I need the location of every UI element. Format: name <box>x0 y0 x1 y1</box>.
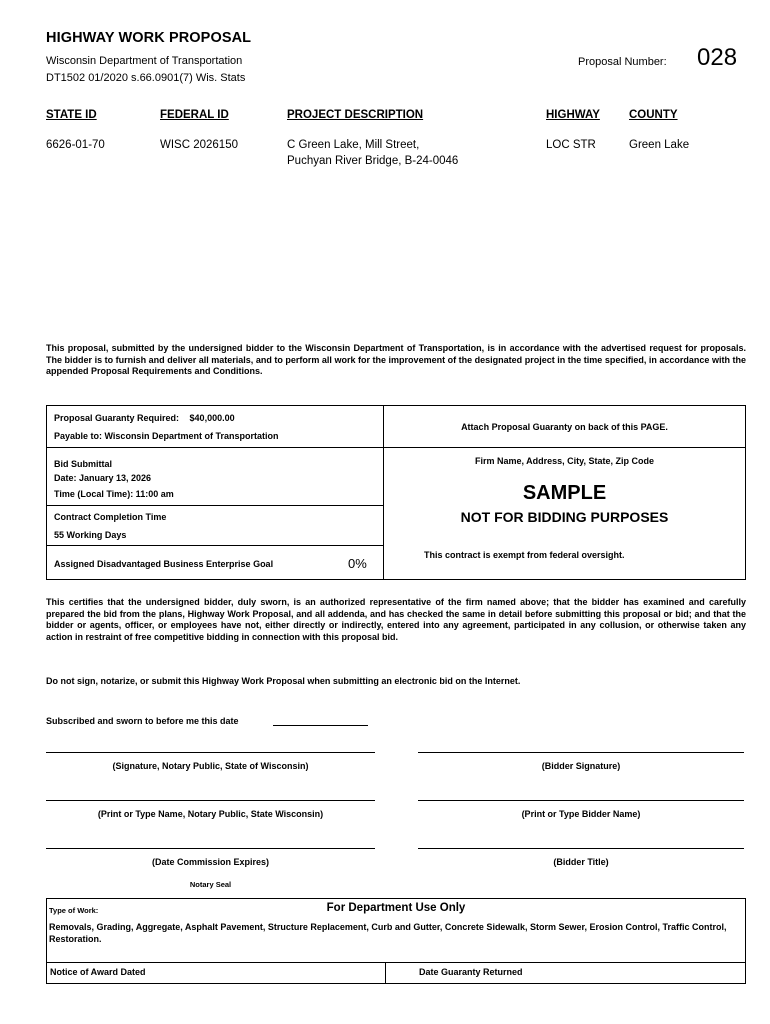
highway-value: LOC STR <box>546 139 596 151</box>
date-line <box>273 725 368 726</box>
subscribed-text: Subscribed and sworn to before me this date <box>46 716 239 726</box>
bidder-name-label: (Print or Type Bidder Name) <box>521 809 641 819</box>
page-title: HIGHWAY WORK PROPOSAL <box>46 30 252 46</box>
firm-label: Firm Name, Address, City, State, Zip Code <box>474 456 655 466</box>
dbe-goal-value: 0% <box>348 556 367 571</box>
notice-of-award-label: Notice of Award Dated <box>50 967 146 977</box>
department-name: Wisconsin Department of Transportation <box>46 55 243 67</box>
bid-time: Time (Local Time): 11:00 am <box>54 489 174 499</box>
department-use-box <box>46 898 746 984</box>
state-id-header: STATE ID <box>46 109 97 121</box>
bidder-signature-label: (Bidder Signature) <box>541 761 621 771</box>
work-types: Removals, Grading, Aggregate, Asphalt Pavement, Structure Replacement, Curb and Gutter, Concrete Sidewalk, Storm Sewer, Erosion Control, Traffic Control, Restoration. <box>49 922 727 944</box>
attach-guaranty-note: Attach Proposal Guaranty on back of this PAGE. <box>461 422 668 432</box>
certification-paragraph: This certifies that the undersigned bidder, duly sworn, is an authorized representative of the firm named above; that the bidder has examined and carefully prepared the bid from the plans, Highway Work Proposal, and all addenda, and has checked the same in detail before submitting this proposal or bid; and that the bidder or agents, officer, or employees have not, either directly or indirectly, entered into any agreement, participated in any collusion, or otherwise taken any action in restraint of free competitive bidding in connection with this proposal bid. <box>46 597 746 642</box>
payable-to: Payable to: Wisconsin Department of Transportation <box>54 431 279 441</box>
proposal-number: 028 <box>697 44 738 71</box>
form-code: DT1502 01/2020 s.66.0901(7) Wis. Stats <box>46 72 246 84</box>
federal-id-header: FEDERAL ID <box>160 109 229 121</box>
county-header: COUNTY <box>629 109 678 121</box>
dbe-goal-label: Assigned Disadvantaged Business Enterprise Goal <box>54 559 274 569</box>
bidder-title-line <box>418 848 744 849</box>
commission-label: (Date Commission Expires) <box>151 857 270 867</box>
guaranty-amount: $40,000.00 <box>189 413 235 423</box>
description-line-2: Puchyan River Bridge, B-24-0046 <box>287 155 459 167</box>
intro-paragraph: This proposal, submitted by the undersigned bidder to the Wisconsin Department of Transportation, is in accordance with the advertised request for proposals. The bidder is to furnish and deliver all materials, and to perform all work for the improvement of the designated project in the time specified, in accordance with the appended Proposal Requirements and Conditions. <box>46 343 746 376</box>
completion-value: 55 Working Days <box>54 530 127 540</box>
bid-date: Date: January 13, 2026 <box>54 473 152 483</box>
type-of-work-label: Type of Work: <box>49 906 99 915</box>
bidder-title-label: (Bidder Title) <box>553 857 609 867</box>
sample-title: SAMPLE <box>522 482 607 504</box>
project-description-value <box>287 137 458 169</box>
proposal-number-label: Proposal Number: <box>578 56 667 68</box>
sample-subtitle: NOT FOR BIDDING PURPOSES <box>460 509 669 525</box>
exempt-note: This contract is exempt from federal oversight. <box>424 550 625 560</box>
bid-submittal-label: Bid Submittal <box>54 459 112 469</box>
bidder-name-line <box>418 800 744 801</box>
highway-header: HIGHWAY <box>546 109 600 121</box>
state-id-value: 6626-01-70 <box>46 139 105 151</box>
guaranty-returned-label: Date Guaranty Returned <box>419 967 523 977</box>
proposal-info-box <box>46 405 746 580</box>
guaranty-required-label: Proposal Guaranty Required: <box>54 413 180 423</box>
commission-line <box>46 848 375 849</box>
notary-seal-label: Notary Seal <box>189 880 232 889</box>
electronic-bid-warning: Do not sign, notarize, or submit this Highway Work Proposal when submitting an electronic bid on the Internet. <box>46 676 521 686</box>
notary-signature-line <box>46 752 375 753</box>
county-value: Green Lake <box>629 139 690 151</box>
notary-name-line <box>46 800 375 801</box>
bidder-signature-line <box>418 752 744 753</box>
department-use-heading: For Department Use Only <box>326 902 466 914</box>
project-description-header: PROJECT DESCRIPTION <box>287 109 424 121</box>
notary-signature-label: (Signature, Notary Public, State of Wisconsin) <box>112 761 309 771</box>
federal-id-value: WISC 2026150 <box>160 139 238 151</box>
notary-name-label: (Print or Type Name, Notary Public, State Wisconsin) <box>97 809 324 819</box>
description-line-1: C Green Lake, Mill Street, <box>287 139 420 151</box>
completion-label: Contract Completion Time <box>54 512 167 522</box>
